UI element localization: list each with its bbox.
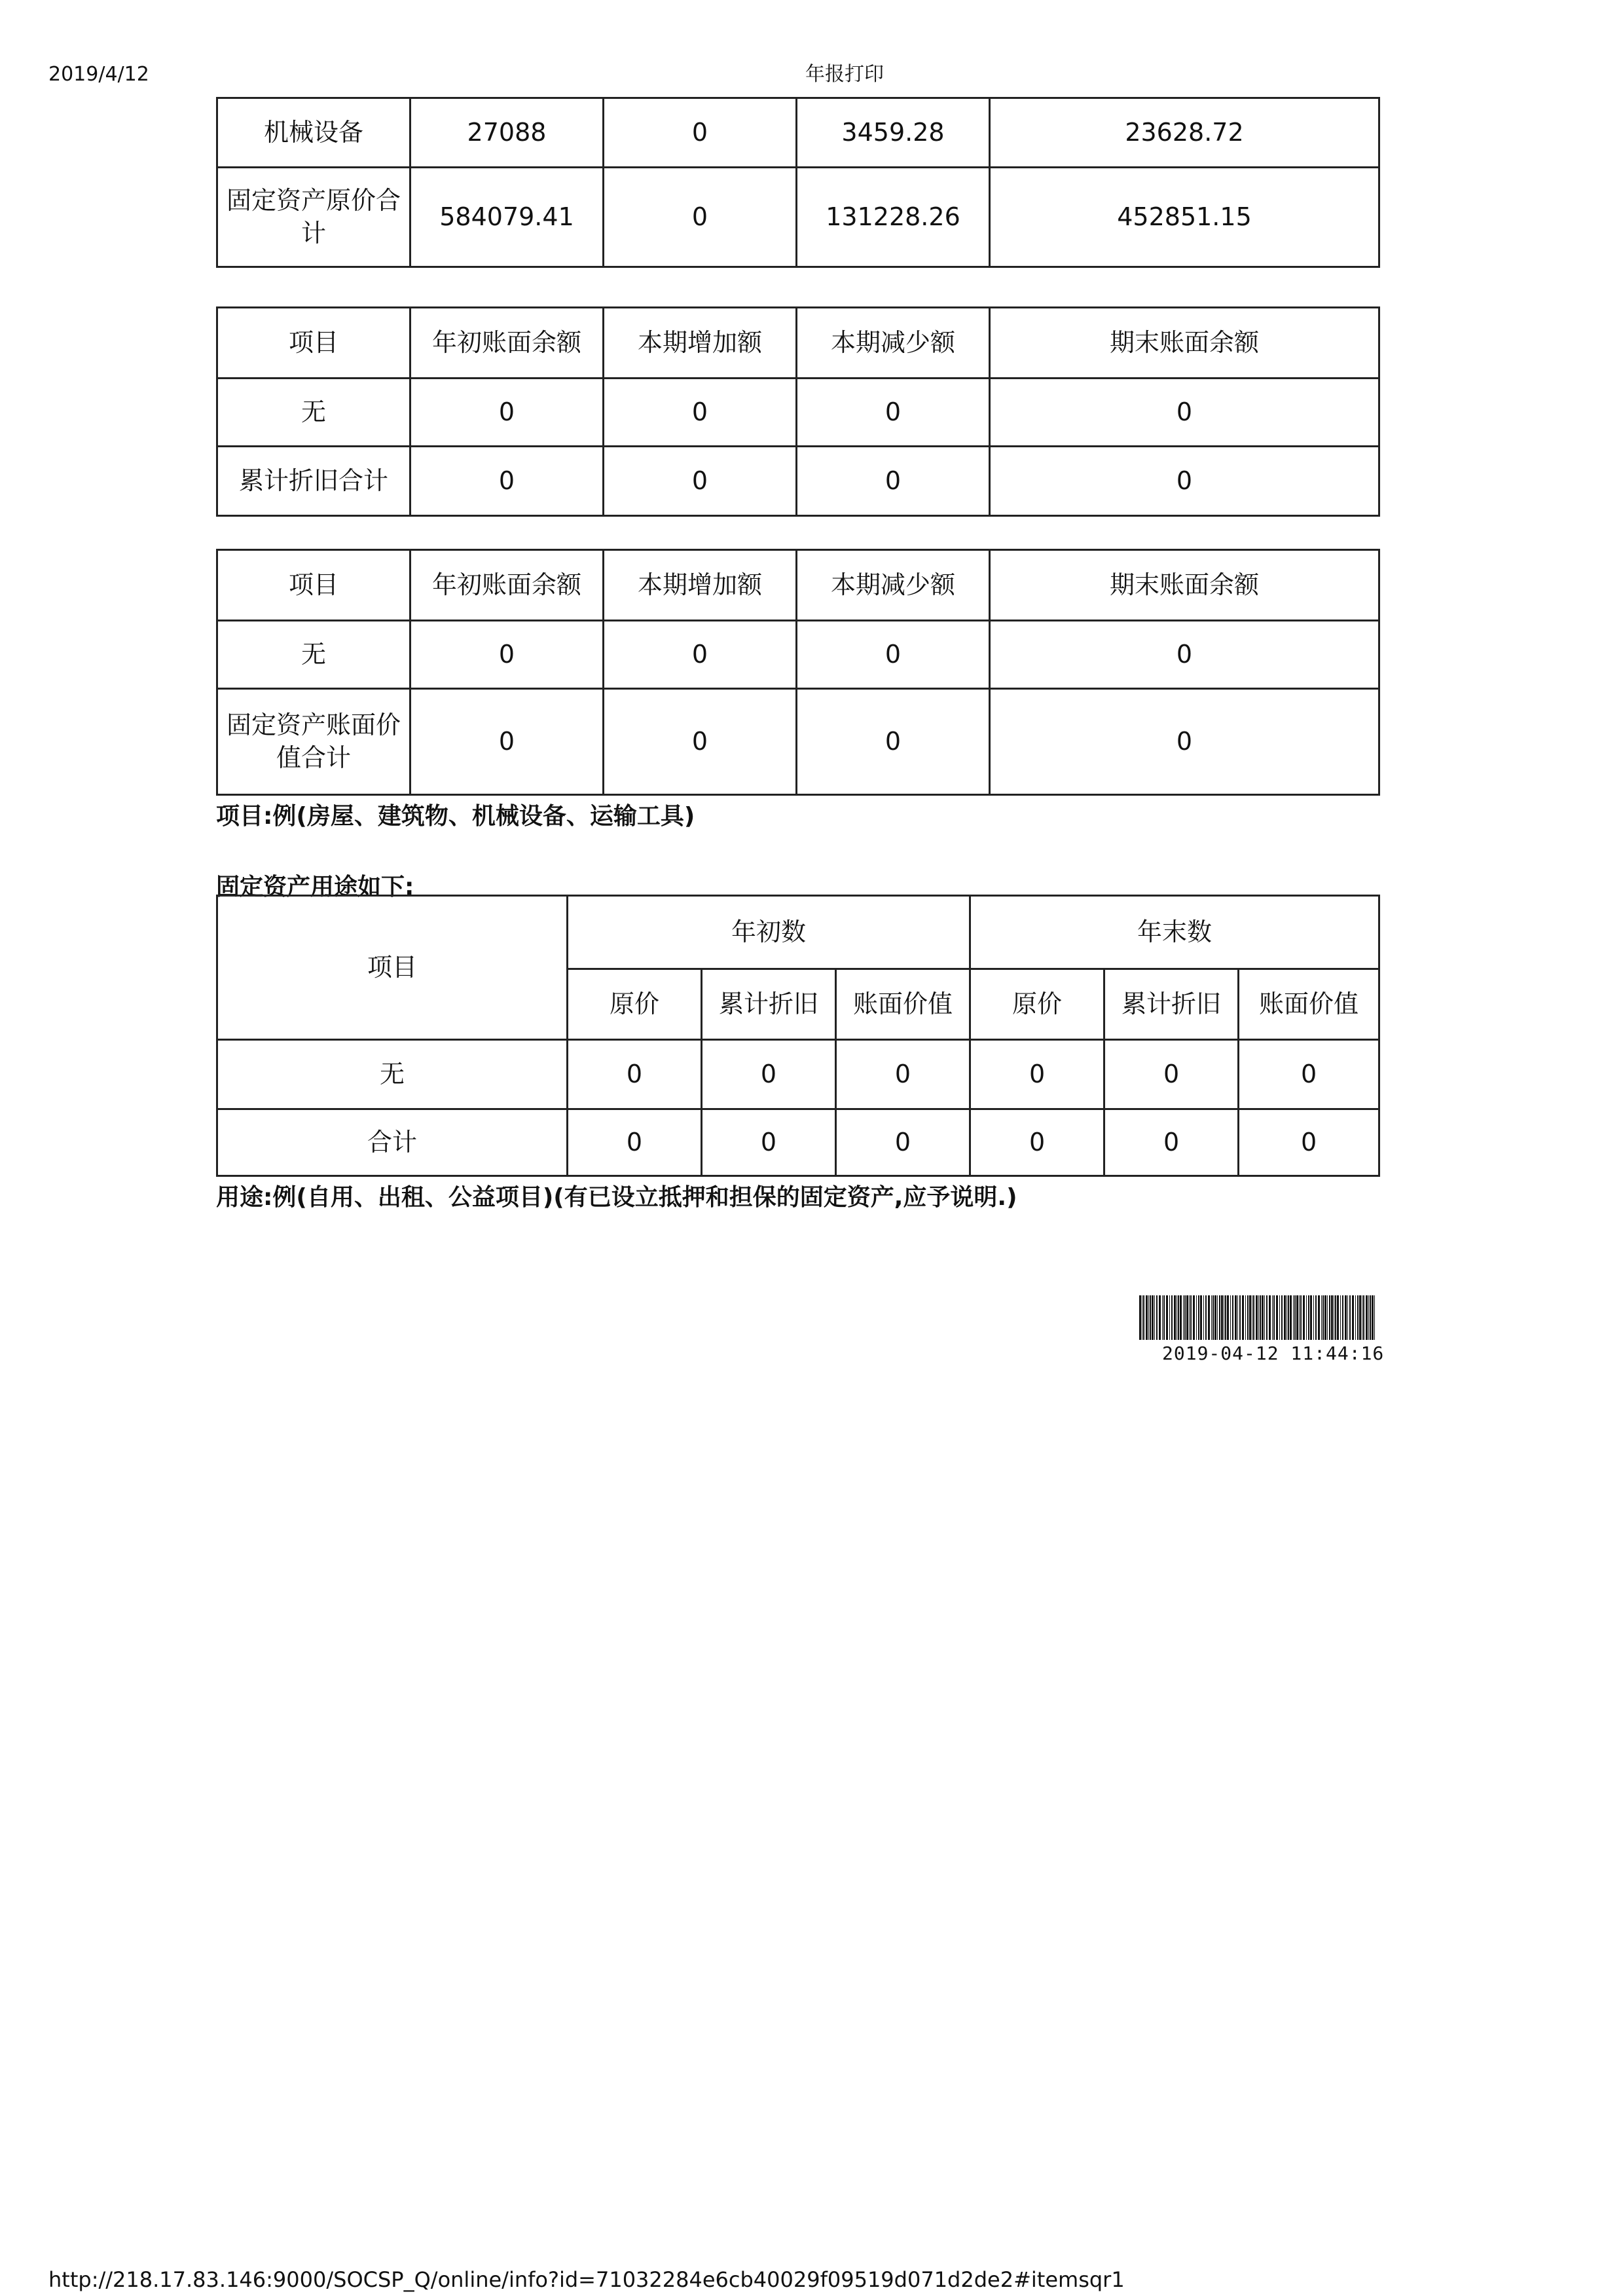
table-cell: 0 [990, 379, 1379, 447]
page-title: 年报打印 [805, 63, 884, 86]
table-cell: 0 [797, 447, 990, 516]
table-cell: 0 [1239, 1040, 1379, 1109]
table-cell: 0 [970, 1040, 1104, 1109]
table-row [217, 689, 1379, 795]
table-cell: 0 [797, 379, 990, 447]
table-cell: 452851.15 [990, 168, 1379, 267]
column-header: 账面价值 [836, 969, 970, 1040]
table-cell: 0 [836, 1040, 970, 1109]
table-header-row [217, 550, 1379, 621]
column-header: 期末账面余额 [990, 550, 1379, 621]
usage-example-note: 用途:例(自用、出租、公益项目)(有已设立抵押和担保的固定资产,应予说明.) [216, 1184, 1017, 1211]
table-cell: 0 [990, 447, 1379, 516]
table-cell: 机械设备 [217, 98, 410, 168]
table-row [217, 98, 1379, 168]
table-cell: 0 [604, 98, 797, 168]
table-cell: 0 [1104, 1040, 1239, 1109]
table-cell: 0 [970, 1109, 1104, 1176]
table-cell: 无 [217, 1040, 568, 1109]
table-cell: 0 [1239, 1109, 1379, 1176]
table-cell: 0 [604, 379, 797, 447]
barcode-timestamp: 2019-04-12 11:44:16 [1162, 1342, 1385, 1364]
barcode-image [1139, 1295, 1378, 1340]
table-cell: 无 [217, 621, 410, 689]
table-cell: 无 [217, 379, 410, 447]
table-row [217, 1040, 1379, 1109]
table-cell: 固定资产账面价值合计 [217, 689, 410, 795]
column-header: 项目 [217, 896, 568, 1040]
column-header: 本期减少额 [797, 550, 990, 621]
table-cell: 0 [410, 689, 604, 795]
table-cell: 0 [568, 1109, 702, 1176]
table-cell: 3459.28 [797, 98, 990, 168]
table-cell: 合计 [217, 1109, 568, 1176]
column-header: 项目 [217, 550, 410, 621]
table-cell: 0 [702, 1109, 836, 1176]
table-header-row [217, 308, 1379, 379]
table-cell: 0 [604, 689, 797, 795]
table-cell: 131228.26 [797, 168, 990, 267]
table-cell: 0 [1104, 1109, 1239, 1176]
column-header: 账面价值 [1239, 969, 1379, 1040]
item-example-note: 项目:例(房屋、建筑物、机械设备、运输工具) [216, 803, 695, 830]
table-cell: 0 [797, 621, 990, 689]
table-cell: 0 [604, 447, 797, 516]
table-cell: 0 [990, 621, 1379, 689]
table-row [217, 621, 1379, 689]
table-row [217, 1109, 1379, 1176]
column-header: 本期增加额 [604, 308, 797, 379]
table-row [217, 379, 1379, 447]
column-header: 本期增加额 [604, 550, 797, 621]
column-header: 累计折旧 [1104, 969, 1239, 1040]
table-cell: 0 [990, 689, 1379, 795]
column-header: 累计折旧 [702, 969, 836, 1040]
table-cell: 0 [604, 168, 797, 267]
column-header: 原价 [568, 969, 702, 1040]
fixed-asset-original-value-table [216, 97, 1380, 268]
table-cell: 0 [410, 621, 604, 689]
column-header: 项目 [217, 308, 410, 379]
table-cell: 0 [410, 379, 604, 447]
column-header: 期末账面余额 [990, 308, 1379, 379]
print-date: 2019/4/12 [48, 63, 149, 86]
table-cell: 0 [604, 621, 797, 689]
accumulated-depreciation-table [216, 306, 1380, 517]
fixed-asset-usage-table [216, 895, 1380, 1177]
table-cell: 23628.72 [990, 98, 1379, 168]
table-cell: 0 [702, 1040, 836, 1109]
table-row [217, 447, 1379, 516]
footer-url: http://218.17.83.146:9000/SOCSP_Q/online/info?id=71032284e6cb40029f09519d071d2de2#itemsqr1 [48, 2267, 1125, 2292]
table-cell: 固定资产原价合计 [217, 168, 410, 267]
table-cell: 0 [410, 447, 604, 516]
column-header: 年初账面余额 [410, 550, 604, 621]
group-header: 年初数 [568, 896, 970, 969]
column-header: 年初账面余额 [410, 308, 604, 379]
table-cell: 0 [836, 1109, 970, 1176]
column-header: 本期减少额 [797, 308, 990, 379]
section-title: 固定资产用途如下: [216, 874, 414, 900]
table-cell: 27088 [410, 98, 604, 168]
table-row [217, 168, 1379, 267]
book-value-table [216, 549, 1380, 796]
table-cell: 0 [797, 689, 990, 795]
table-cell: 0 [568, 1040, 702, 1109]
table-cell: 584079.41 [410, 168, 604, 267]
table-cell: 累计折旧合计 [217, 447, 410, 516]
group-header: 年末数 [970, 896, 1379, 969]
column-header: 原价 [970, 969, 1104, 1040]
table-header-row [217, 896, 1379, 969]
